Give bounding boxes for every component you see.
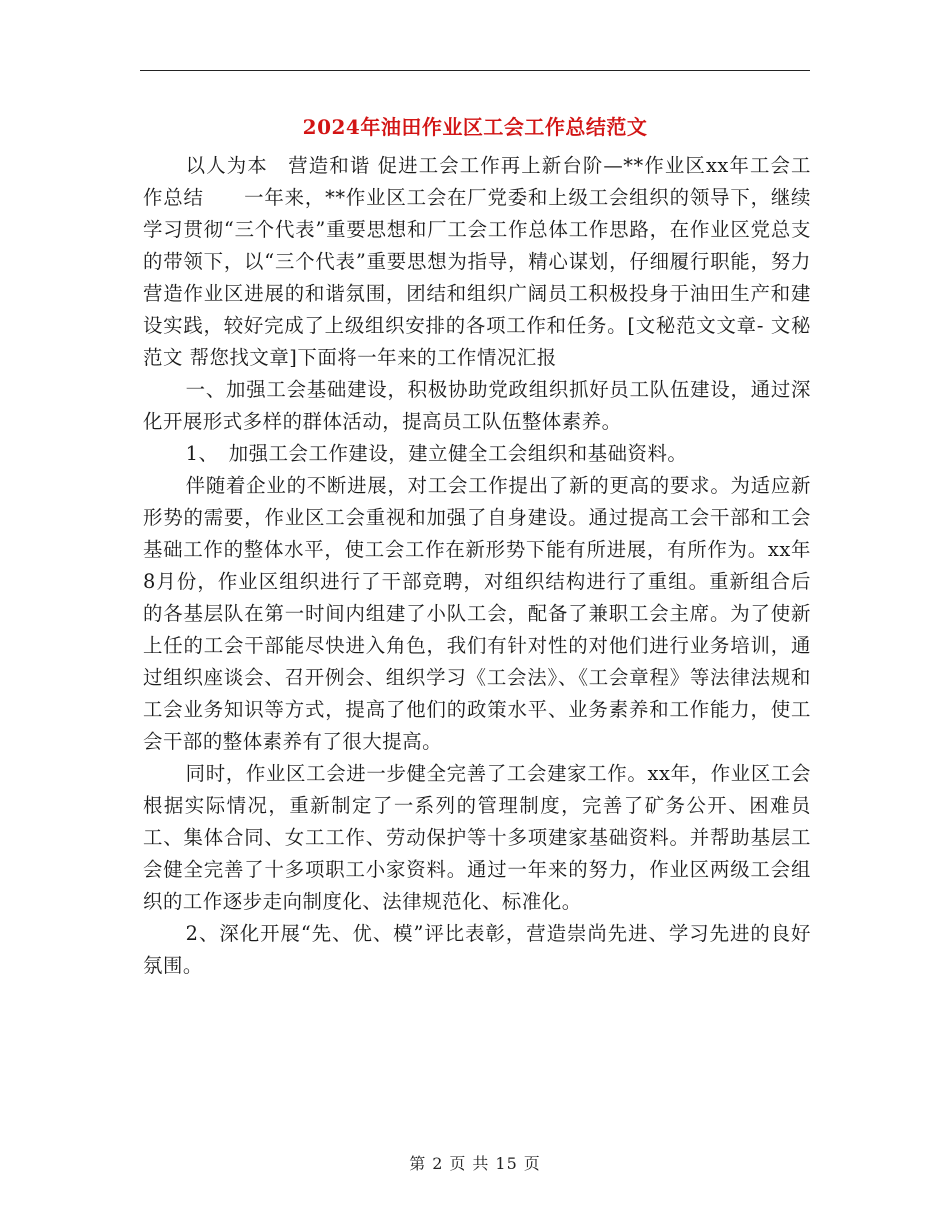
footer-total-pages: 15 (495, 1154, 518, 1173)
header-rule (140, 70, 810, 71)
page-number-footer (140, 1152, 810, 1176)
footer-label-ye-end: 页 (523, 1154, 541, 1173)
document-body (143, 150, 811, 982)
footer-label-di: 第 (409, 1154, 427, 1173)
paragraph-subheading-1: 1、 加强工会工作建设，建立健全工会组织和基础资料。 (185, 442, 688, 465)
paragraph-section-heading-1: 一、加强工会基础建设，积极协助党政组织抓好员工队伍建设，通过深化开展形式多样的群体活动，提高员工队伍整体素养。 (143, 378, 811, 433)
footer-label-gong: 共 (472, 1154, 490, 1173)
document-title: 2024年油田作业区工会工作总结范文 (302, 115, 648, 139)
paragraph-body-1: 伴随着企业的不断进展，对工会工作提出了新的更高的要求。为适应新形势的需要，作业区工会重视和加强了自身建设。通过提高工会干部和工会基础工作的整体水平，使工会工作在新形势下能有所进展，有所作为。xx年8月份，作业区组织进行了干部竞聘，对组织结构进行了重组。重新组合后的各基层队在第一时间内组建了小队工会，配备了兼职工会主席。为了使新上任的工会干部能尽快进入角色，我们有针对性的对他们进行业务培训，通过组织座谈会、召开例会、组织学习《工会法》、《工会章程》等法律法规和工会业务知识等方式，提高了他们的政策水平、业务素养和工作能力，使工会干部的整体素养有了很大提高。 (143, 474, 811, 753)
paragraph-subheading-2: 2、深化开展“先、优、模”评比表彰，营造崇尚先进、学习先进的良好氛围。 (143, 922, 811, 977)
paragraph-body-2: 同时，作业区工会进一步健全完善了工会建家工作。xx年，作业区工会根据实际情况，重新制定了一系列的管理制度，完善了矿务公开、困难员工、集体合同、女工工作、劳动保护等十多项建家基础资料。并帮助基层工会健全完善了十多项职工小家资料。通过一年来的努力，作业区两级工会组织的工作逐步走向制度化、法律规范化、标准化。 (143, 762, 811, 913)
paragraph-intro: 以人为本 营造和谐 促进工会工作再上新台阶—**作业区xx年工会工作总结 一年来，**作业区工会在厂党委和上级工会组织的领导下，继续学习贯彻“三个代表”重要思想和厂工会工作总体工作思路，在作业区党总支的带领下，以“三个代表”重要思想为指导，精心谋划，仔细履行职能，努力营造作业区进展的和谐氛围，团结和组织广阔员工积极投身于油田生产和建设实践，较好完成了上级组织安排的各项工作和任务。[文秘范文文章- 文秘范文 帮您找文章]下面将一年来的工作情况汇报 (143, 154, 811, 369)
footer-current-page: 2 (432, 1154, 444, 1173)
footer-label-ye: 页 (449, 1154, 467, 1173)
